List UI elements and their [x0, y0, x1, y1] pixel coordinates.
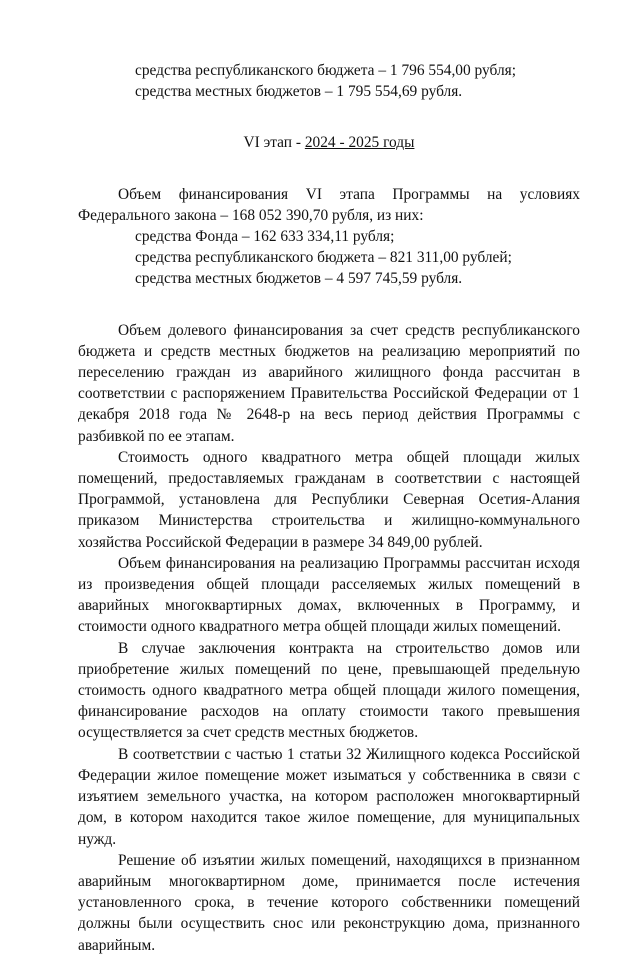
stage-6-fund-line: средства Фонда – 162 633 334,11 рубля; [135, 228, 395, 246]
paragraph-seizure-decision: Решение об изъятии жилых помещений, находящихся в признанном аварийным многоквартирном доме, принимается после истечения установленного срока, в течение которого собственники помещений должны были осуществить снос или реконструкцию дома, признанного аварийным. [78, 851, 580, 954]
stage-6-intro-line-1: Объем финансирования VI этапа Программы на условиях [118, 185, 580, 203]
paragraph-square-meter-cost: Стоимость одного квадратного метра общей площади жилых помещений, предоставляемых гражданам в соответствии с настоящей Программой, установлена для Республики Северная Осетия-Алания приказом Министерства строительства и жилищно-коммунального хозяйства Российской Федерации в размере 34 849,00 рублей. [78, 448, 580, 551]
paragraph-cofinancing: Объем долевого финансирования за счет средств республиканского бюджета и средств местных бюджетов на реализацию мероприятий по переселению граждан из аварийного жилищного фонда рассчитан в соответствии с распоряжением Правительства Российской Федерации от 1 декабря 2018 года № 2648-р на весь период действия Программы с разбивкой по ее этапам. [78, 321, 580, 445]
document-page [78, 60, 580, 956]
spacer [78, 154, 580, 184]
top-republic-budget-line: средства республиканского бюджета – 1 796 554,00 рубля; [135, 62, 517, 79]
stage-6-republic-budget-line: средства республиканского бюджета – 821 311,00 рублей; [135, 249, 512, 267]
spacer [78, 102, 580, 132]
stage-6-intro-line-2: Федерального закона – 168 052 390,70 рубля, из них: [78, 206, 424, 224]
stage-6-local-budget-line: средства местных бюджетов – 4 597 745,59 рубля. [135, 270, 463, 288]
stage-6-heading [78, 132, 580, 153]
paragraph-financing-calculation: Объем финансирования на реализацию Программы рассчитан исходя из произведения общей площади расселяемых жилых помещений в аварийных многоквартирных домах, включенных в Программу, и стоимости одного квадратного метра общей площади жилых помещений. [78, 554, 580, 636]
paragraph-housing-code: В соответствии с частью 1 статьи 32 Жилищного кодекса Российской Федерации жилое помещение может изыматься у собственника в связи с изъятием земельного участка, на котором расположен многоквартирный дом, в котором находится такое жилое помещение, для муниципальных нужд. [78, 745, 580, 848]
paragraph-excess-price: В случае заключения контракта на строительство домов или приобретение жилых помещений по цене, превышающей предельную стоимость одного квадратного метра общей площади жилого помещения, финансирование расходов на оплату стоимости такого превышения осуществляется за счет средств местных бюджетов. [78, 639, 580, 742]
spacer [78, 290, 580, 320]
stage-6-heading-prefix: VI этап - [243, 134, 305, 152]
stage-6-heading-years: 2024 - 2025 годы [304, 134, 415, 152]
top-local-budget-line: средства местных бюджетов – 1 795 554,69 рубля. [135, 83, 463, 101]
